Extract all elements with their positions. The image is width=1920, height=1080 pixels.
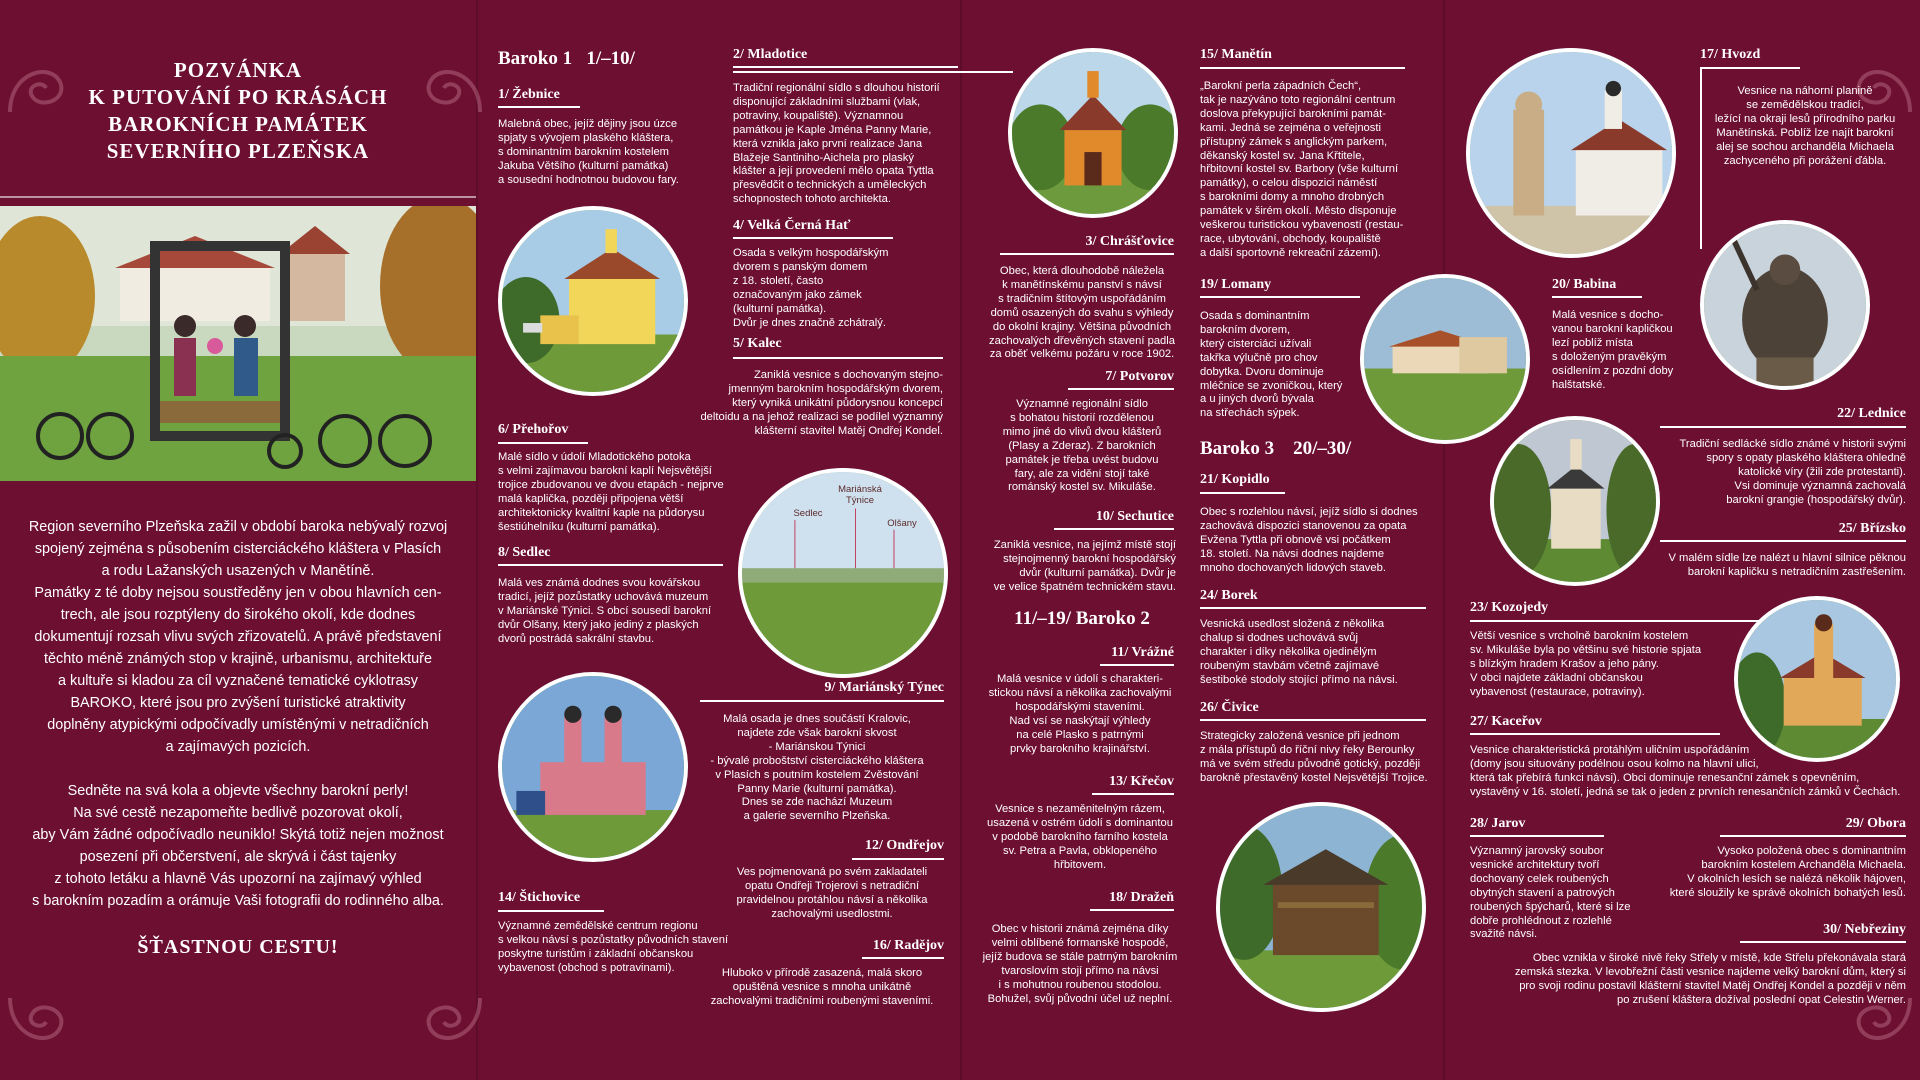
cyclists-photo [0, 206, 476, 481]
title-underline [1068, 388, 1174, 390]
fold-line [960, 0, 962, 1080]
entry-title: 24/ Borek [1200, 588, 1258, 603]
entry-text: Zaniklá vesnice, na jejímž místě stojí stejnojmenný barokní hospodářský dvůr (kulturní památka). Dvůr je ve velice špatném technickém stavu. [993, 539, 1176, 593]
archangel-statue-photo [1700, 220, 1870, 390]
leader-line [733, 71, 1013, 73]
entry-title: 27/ Kaceřov [1470, 714, 1542, 729]
entry-text: Vesnice na náhorní planině se zemědělskou tradicí, ležící na okraji lesů přírodního parku Manětínská. Poblíž lze najít barokní alej se sochou archanděla Michaela zachyceného při porážení ďábla. [1714, 85, 1896, 167]
chapel-photo [1008, 48, 1178, 218]
title-underline [1100, 664, 1174, 666]
title-underline [498, 564, 723, 566]
closing-line: ŠŤASTNOU CESTU! [137, 936, 339, 958]
ornament-icon [420, 988, 490, 1058]
intro-paragraph: Region severního Plzeňska zažil v období baroka nebývalý rozvoj spojený zejména s působením cisterciáckého kláštera v Plasích a rodu Lažanských usazených v Manětíně. Památky z té doby nejsou soustředěny jen v obou hlavních cen- trech, ale jsou rozptýleny do širokého okolí, kde dodnes dokumentují rozsah vlivu svých zřizovatelů. A právě představení těchto méně známých stop v krajině, urbanismu, architektuře a kultuře si kladou za cíl vyznačené tematické cyklotrasy BAROKO, které jsou pro zvýšení turistické atraktivity doplněny atypickými odpočívadly umístěnými v netradičních a zajímavých pozicích. [28, 519, 448, 755]
entry-title: 7/ Potvorov [1105, 369, 1174, 384]
title-underline [1700, 67, 1800, 69]
entry-text: Malá vesnice v údolí s charakteri- stickou návsí a několika zachovalými hospodářskými staveními. Nad vsí se naskýtají výhledy na celé Plasko s patrnými prvky barokního krajinářství. [988, 673, 1172, 755]
entry-title: 16/ Radějov [872, 938, 944, 953]
entry-title: 20/ Babina [1552, 277, 1617, 292]
entry-text: Tradiční sedlácké sídlo známé v historii svými spory s opaty plaského kláštera ohledně katolické víry (žili zde protestanti). Vsi dominuje významná zachovalá barokní grangie (hospodářský dvůr). [1679, 438, 1906, 506]
entry-text: Vesnice s nezaměnitelným rázem, usazená v ostrém údolí s dominantou v podobě barokního farního kostela sv. Petra a Pavla, obklopeného hřbitovem. [987, 803, 1173, 871]
manetin-photo [1466, 48, 1676, 258]
intro-paragraph: Sedněte na svá kola a objevte všechny barokní perly! Na své cestě nezapomeňte bedlivě pozorovat okolí, aby Vám žádné odpočívadlo neuniklo! Skýtá totiž nejen možnost posezení při občerstvení, ale skrývá i část tajenky z tohoto letáku a hlavně Vás upozorní na zajímavý výhled s barokním pozadím a orámuje Vaši fotografii do rodinného alba. [32, 783, 444, 909]
entry-title: 29/ Obora [1845, 816, 1906, 831]
entry-text: Vesnice charakteristická protáhlým uličním uspořádáním (domy jsou situovány podélnou osou kolmo na hlavní ulici, která tak přebírá funkci návsi). Obci dominuje renesanční zámek s opevněním, vystavěný v 16. století, jedná se tak o jeden z prvních renesančních zámků v Čechách. [1470, 744, 1901, 798]
entry-title: 23/ Kozojedy [1470, 600, 1549, 615]
entry-text: Malé sídlo v údolí Mladotického potoka s velmi zajímavou barokní kaplí Nejsvětější trojice zbudovanou ve dvou etapách - nejprve malá kaplička, později připojena větší architektonicky kvalitní kaple na půdorysu šestiúhelníku (kulturní památka). [498, 451, 724, 533]
fold-line [476, 0, 478, 1080]
entry-title: 2/ Mladotice [733, 47, 808, 62]
entry-text: Ves pojmenovaná po svém zakladateli opatu Ondřeji Trojerovi s netradiční pravidelnou protáhlou návsí a několika zachovalými usedlostmi. [736, 866, 928, 920]
title-underline [1200, 296, 1360, 298]
kozojedy-church-photo [1734, 596, 1900, 762]
title-underline [1200, 67, 1405, 69]
photo-label: Sedlec [793, 508, 823, 519]
log-cabin-photo [1216, 802, 1426, 1012]
manor-photo [498, 206, 688, 396]
entry-title: 17/ Hvozd [1700, 47, 1761, 62]
title-underline [1000, 253, 1174, 255]
entry-text: Zaniklá vesnice s dochovaným stejno- jmenným barokním hospodářským dvorem, který vyniká unikátní půdorysnou koncepcí deltoidu a na jehož realizaci se podílel významný klášterní stavitel Matěj Ondřej Kondel. [700, 369, 943, 437]
section-heading-baroko-2: 11/–19/ Baroko 2 [1014, 608, 1150, 629]
entry-title: 13/ Křečov [1109, 774, 1174, 789]
title-underline [733, 357, 943, 359]
entry-title: 19/ Lomany [1200, 277, 1272, 292]
title-underline [498, 910, 604, 912]
entry-title: 10/ Sechutice [1095, 509, 1174, 524]
entry-title: 3/ Chrášťovice [1085, 234, 1174, 249]
title-underline [1552, 296, 1642, 298]
entry-title: 21/ Kopidlo [1200, 472, 1270, 487]
entry-title: 9/ Mariánský Týnec [824, 680, 944, 695]
title-underline [1660, 540, 1906, 542]
entry-text: Strategicky založená vesnice při jednom z mála přístupů do říční nivy řeky Berounky má ve svém středu původně gotický, později barokně přestavěný kostel Nejsvětější Trojice. [1200, 730, 1428, 784]
entry-text: Vysoko položená obec s dominantním barokním kostelem Archanděla Michaela. V okolních lesích se nalézá několik hájoven, které sloužily ke správě okolních bohatých lesů. [1669, 845, 1906, 899]
title-underline [733, 237, 893, 239]
intro-title: POZVÁNKA K PUTOVÁNÍ PO KRÁSÁCH BAROKNÍCH PAMÁTEK SEVERNÍHO PLZEŇSKA [88, 58, 388, 163]
farm-photo [1360, 274, 1530, 444]
entry-title: 1/ Žebnice [498, 87, 560, 102]
entry-text: Malá ves známá dodnes svou kovářskou tradicí, jejíž pozůstatky uchovává muzeum v Mariánské Týnici. S obcí sousedí barokní dvůr Olšany, který jako jediný z plaských dvorů postrádá sakrální stavbu. [498, 577, 712, 645]
entry-title: 22/ Lednice [1837, 406, 1906, 421]
section-heading-baroko-1: Baroko 1 1/–10/ [498, 48, 635, 69]
photo-label: Olšany [887, 518, 917, 529]
entry-text: Významné zemědělské centrum regionu s velkou návsí s pozůstatky původních stavení poskytne turistům i základní občanskou vybavenost (obchod s potravinami). [498, 920, 729, 974]
entry-text: Větší vesnice s vrcholně barokním kostelem sv. Mikuláše byla po většinu své historie spjata s blízkým hradem Krašov a jeho pány. V obci najdete základní občanskou vybavenost (restaurace, potraviny). [1470, 630, 1702, 698]
entry-title: 26/ Čivice [1200, 700, 1259, 715]
title-underline [1200, 719, 1426, 721]
entry-title: 30/ Nebřeziny [1823, 922, 1906, 937]
entry-text: Obec s rozlehlou návsí, jejíž sídlo si dodnes zachovává dispozici stanovenou za opata Evžena Tyttla při obnově vsi počátkem 18. století. Na návsi dodnes najdeme mnoho dochovaných lidových staveb. [1200, 506, 1418, 574]
entry-text: Malá vesnice s docho- vanou barokní kapličkou lezí poblíž místa s doloženým pravěkým osídlením z pozdní doby halštatské. [1552, 309, 1674, 391]
entry-title: 8/ Sedlec [498, 545, 551, 560]
title-underline [1054, 528, 1174, 530]
title-underline [498, 106, 580, 108]
photo-label: Mariánská Týnice [838, 484, 882, 506]
entry-text: V malém sídle lze nalézt u hlavní silnice pěknou barokní kapličku s netradičním zastřešením. [1668, 552, 1906, 578]
title-underline [1740, 941, 1906, 943]
title-underline [733, 66, 958, 68]
entry-title: 4/ Velká Černá Hať [733, 218, 851, 233]
entry-title: 25/ Břízsko [1838, 521, 1906, 536]
title-underline [1470, 620, 1770, 622]
title-underline [498, 442, 588, 444]
divider [0, 196, 476, 198]
entry-text: Hluboko v přírodě zasazená, malá skoro opuštěná vesnice s mnoha unikátně zachovalými tradičními roubenými staveními. [710, 967, 934, 1007]
entry-title: 5/ Kalec [733, 336, 782, 351]
title-underline [1092, 793, 1174, 795]
title-underline [1470, 733, 1720, 735]
title-underline [1200, 607, 1426, 609]
entry-text: Významné regionální sídlo s bohatou historií rozdělenou mimo jiné do vlivů dvou klášterů (Plasy a Zderaz). Z barokních památek je třeba uvést budovu fary, ale za vidění stojí také románský kostel sv. Mikuláše. [1002, 398, 1162, 494]
entry-text: Malebná obec, jejíž dějiny jsou úzce spjaty s vývojem plaského kláštera, s dominantním barokním kostelem Jakuba Většího (kulturní památka) a sousední hodnotnou budovou fary. [498, 118, 679, 186]
entry-text: Osada s dominantním barokním dvorem, který cisterciáci užívali takřka výlučně pro chov dobytka. Dvoru dominuje mléčnice se zvoničkou, který a u jiných dvorů bývala na střechách sýpek. [1200, 310, 1343, 420]
ornament-icon [0, 988, 70, 1058]
title-underline [1720, 835, 1906, 837]
entry-text: Tradiční regionální sídlo s dlouhou historií disponující základními službami (vlak, potraviny, koupaliště). Významnou památkou je Kaple Jména Panny Marie, která vznikla jako první realizace Jana Blažeje Santiniho-Aichela pro plaský klášter a její provedení mělo opata Tyttla přesvědčit o technických a uměleckých schopnostech tohoto architekta. [733, 82, 940, 206]
entry-title: 18/ Dražeň [1109, 890, 1174, 905]
title-underline [1200, 492, 1285, 494]
entry-title: 14/ Štichovice [498, 890, 581, 905]
entry-text: „Barokní perla západních Čech“, tak je nazýváno toto regionální centrum doslova překypující barokními památ- kami. Jedná se zejména o veřejnosti přístupný zámek s anglickým parkem, děkanský kostel sv. Jana Křtitele, hřbitovní kostel sv. Barbory (vše kulturní památky), o celou dispozici náměstí s barokními domy a mnoho drobných památek v širém okolí. Město disponuje veškerou turistickou vybaveností (restau- race, ubytování, obchody, koupaliště a další sportovně rekreační zázemí). [1200, 80, 1404, 259]
entry-title: 15/ Manětín [1200, 47, 1272, 62]
title-underline [862, 957, 944, 959]
landscape-photo [738, 468, 948, 678]
entry-text: Osada s velkým hospodářským dvorem s panským domem z 18. století, často označovaným jako zámek (kulturní památka). Dvůr je dnes značně zchátralý. [733, 247, 889, 329]
entry-text: Malá osada je dnes součástí Kralovic, najdete zde však barokní skvost - Mariánskou Týnici - bývalé proboštství cisterciáckého kláštera v Plasích s poutním kostelem Zvěstování Panny Marie (kulturní památka). Dnes se zde nachází Muzeum a galerie severního Plzeňska. [710, 713, 924, 823]
entry-text: Obec vznikla v široké nivě řeky Střely v místě, kde Střelu překonávala stará zemská stezka. V levobřežní části vesnice najdeme velký barokní dům, který si pro svoji rodinu postavil klášterní stavitel Matěj Ondřej Kondel a později v něm po zrušení kláštera dožíval poslední opat Celestin Werner. [1514, 952, 1906, 1006]
tynice-photo [498, 672, 688, 862]
entry-title: 6/ Přehořov [498, 422, 569, 437]
entry-text: Obec, která dlouhodobě náležela k manětínskému panství s návsí s tradičním štítovým uspořádáním domů osazených do svahu s výhledy do okolní krajiny. Většina původních zachovalých dřevěných stavení padla za oběť velkému požáru v roce 1902. [989, 265, 1175, 361]
title-underline [1090, 909, 1174, 911]
title-underline [1660, 426, 1906, 428]
entry-title: 11/ Vrážné [1111, 645, 1174, 660]
entry-title: 12/ Ondřejov [865, 838, 944, 853]
title-underline [1470, 835, 1604, 837]
entry-title: 28/ Jarov [1470, 816, 1526, 831]
entry-text: Obec v historii známá zejména díky velmi oblíbené formanské hospodě, jejíž budova se stále patrným barokním tvaroslovím stojí přímo na návsi i s mohutnou roubenou stodolou. Bohužel, svůj původní účel už neplní. [982, 923, 1178, 1005]
title-underline [852, 858, 944, 860]
section-heading-baroko-3: Baroko 3 20/–30/ [1200, 438, 1352, 459]
title-underline [700, 700, 944, 702]
fold-line [1443, 0, 1445, 1080]
entry-text: Významný jarovský soubor vesnické architektury tvoří dochovaný celek roubených obytných stavení a patrových roubených špýcharů, které si lze dobře prohlédnout z rozlehlé svažité návsi. [1470, 845, 1631, 941]
entry-text: Vesnická usedlost složená z několika chalup si dodnes uchovává svůj charakter i díky několika ojedinělým roubeným stavbám včetně zajímavé šestiboké stodoly stojící přímo na návsi. [1200, 618, 1398, 686]
